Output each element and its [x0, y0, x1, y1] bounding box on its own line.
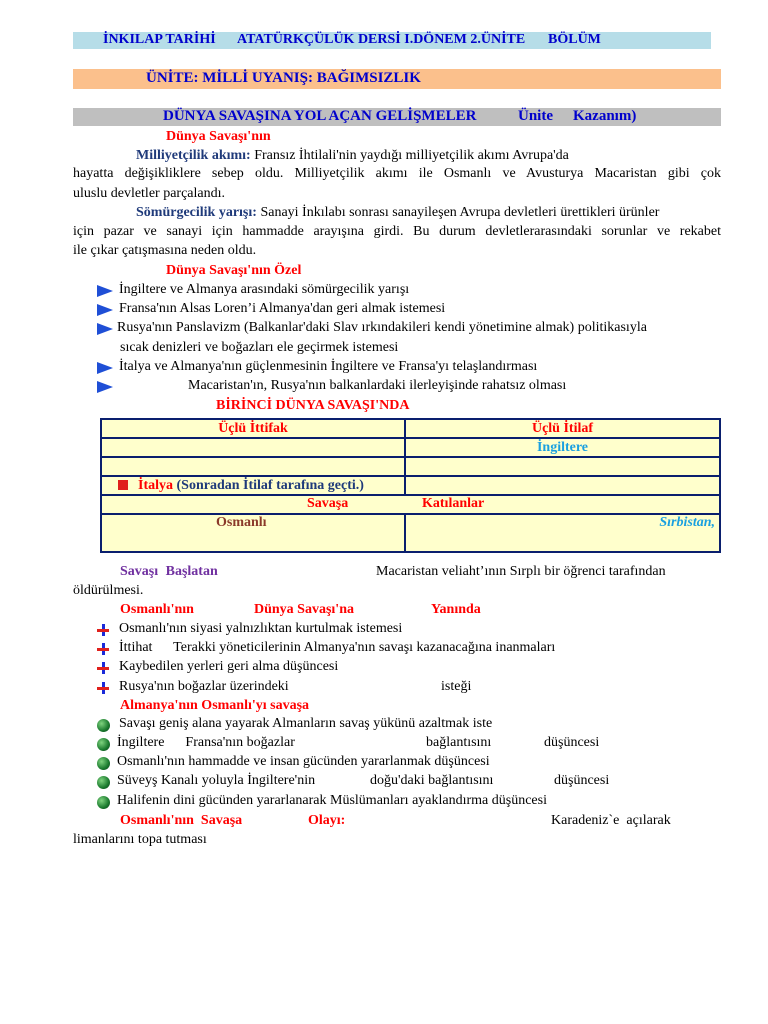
- joined-label-1: Savaşa: [307, 496, 349, 511]
- ottoman-reason: Osmanlı'nın siyasi yalnızlıktan kurtulmak istemesi: [119, 621, 403, 636]
- alliance-cell: [101, 438, 405, 457]
- alliance-cell: [405, 476, 720, 495]
- ww1-heading: BİRİNCİ DÜNYA SAVAŞI'NDA: [216, 398, 410, 413]
- special-cause-item-cont: sıcak denizleri ve boğazları ele geçirmek istemesi: [120, 340, 399, 355]
- special-cause-item: Macaristan'ın, Rusya'nın balkanlardaki ilerleyişinde rahatsız olması: [188, 378, 567, 393]
- topic-title: DÜNYA SAVAŞINA YOL AÇAN GELİŞMELER: [163, 108, 477, 124]
- nationalism-label: Milliyetçilik akımı:: [136, 148, 251, 163]
- german-reason-4c: düşüncesi: [554, 773, 610, 788]
- arrow-bullet-icon: [97, 304, 115, 316]
- colonial-text-3: ile çıkar çatışmasına neden oldu.: [73, 243, 257, 258]
- plus-bullet-icon: [97, 624, 109, 636]
- arrow-bullet-icon: [97, 285, 115, 297]
- start-label-2: Başlatan: [165, 564, 218, 579]
- entry-text-1: Karadeniz`e açılarak: [551, 813, 671, 828]
- topic-kazanim: Kazanım): [573, 108, 637, 124]
- german-reason: Osmanlı'nın hammadde ve insan gücünden yararlanmak düşüncesi: [117, 754, 490, 769]
- unit-banner: [73, 69, 721, 89]
- german-reason-2c: düşüncesi: [544, 735, 600, 750]
- colonial-line: [136, 205, 659, 221]
- ottoman-heading-1: Osmanlı'nın: [120, 602, 194, 617]
- joined-label-2: Katılanlar: [422, 496, 485, 511]
- globe-bullet-icon: [97, 738, 110, 751]
- alliance-cell-england: İngiltere: [405, 438, 720, 457]
- special-cause-item: Fransa'nın Alsas Loren’i Almanya'dan geri almak istemesi: [119, 301, 446, 316]
- ottoman-reason-4a: Rusya'nın boğazlar üzerindeki: [119, 679, 289, 694]
- german-heading: Almanya'nın Osmanlı'yı savaşa: [120, 698, 310, 713]
- special-cause-item: Rusya'nın Panslavizm (Balkanlar'daki Slav ırkındakileri kendi yönetimine almak) politikasıyla: [117, 320, 647, 335]
- german-reason: Savaşı geniş alana yayarak Almanların savaş yükünü azaltmak iste: [119, 716, 493, 731]
- topic-unite: Ünite: [518, 108, 553, 124]
- alliance-cell: [101, 457, 405, 476]
- alliance-header-left: Üçlü İttifak: [101, 419, 405, 438]
- start-label-1: Savaşı: [120, 564, 159, 579]
- lesson-title: ATATÜRKÇÜLÜK DERSİ I.DÖNEM 2.ÜNİTE: [237, 32, 526, 47]
- section-label: BÖLÜM: [548, 32, 601, 47]
- special-causes-heading: Dünya Savaşı'nın Özel: [166, 263, 302, 278]
- plus-bullet-icon: [97, 682, 109, 694]
- nationalism-line: [136, 148, 569, 164]
- alliance-cell: [405, 457, 720, 476]
- german-reason-4b: doğu'daki bağlantısını: [370, 773, 494, 788]
- arrow-bullet-icon: [97, 362, 115, 374]
- globe-bullet-icon: [97, 776, 110, 789]
- nationalism-text-3: uluslu devletler parçalandı.: [73, 186, 225, 201]
- arrow-bullet-icon: [97, 323, 115, 335]
- plus-bullet-icon: [97, 662, 109, 674]
- german-reason-2a: İngiltere Fransa'nın boğazlar: [117, 735, 295, 750]
- italy-note: (Sonradan İtilaf tarafına geçti.): [176, 477, 364, 493]
- colonial-text-1: Sanayi İnkılabı sonrası sanayileşen Avrupa devletleri ürettikleri ürünler: [260, 205, 660, 220]
- start-text-2: öldürülmesi.: [73, 583, 144, 598]
- italy-label: İtalya: [138, 477, 173, 493]
- entry-heading-2: Olayı:: [308, 813, 346, 828]
- globe-bullet-icon: [97, 796, 110, 809]
- nationalism-text-2: hayatta değişikliklere sebep oldu. Milliyetçilik akımı ile Osmanlı ve Avusturya Macaristan gibi çok: [73, 166, 721, 181]
- header-banner: [73, 32, 711, 49]
- unit-title: ÜNİTE: MİLLİ UYANIŞ: BAĞIMSIZLIK: [146, 70, 421, 86]
- entry-heading-1: Osmanlı'nın Savaşa: [120, 813, 243, 828]
- square-bullet-icon: [118, 480, 128, 490]
- alliances-table: [100, 418, 721, 553]
- joined-serbia: Sırbistan,: [405, 514, 720, 552]
- ottoman-reason: Kaybedilen yerleri geri alma düşüncesi: [119, 659, 339, 674]
- german-reason: Halifenin dini gücünden yararlanarak Müslümanları ayaklandırma düşüncesi: [117, 793, 547, 808]
- causes-heading: Dünya Savaşı'nın: [166, 129, 271, 144]
- globe-bullet-icon: [97, 719, 110, 732]
- topic-banner: [73, 108, 721, 126]
- start-label: [120, 564, 218, 580]
- joined-ottoman: Osmanlı: [101, 514, 405, 552]
- ottoman-reason-4b: isteği: [441, 679, 472, 694]
- alliance-cell-italy: [101, 476, 405, 495]
- start-text-1: Macaristan veliaht’ının Sırplı bir öğrenci tarafından: [376, 564, 666, 579]
- colonial-text-2: için pazar ve sanayi için hammadde arayışına girdi. Bu durum devletlerarasındaki sorunlar ve rekabet: [73, 224, 721, 239]
- special-cause-item: İngiltere ve Almanya arasındaki sömürgecilik yarışı: [119, 282, 410, 297]
- alliance-header-right: Üçlü İtilaf: [405, 419, 720, 438]
- entry-text-2: limanlarını topa tutması: [73, 832, 207, 847]
- ottoman-reason: İttihat Terakki yöneticilerinin Almanya'nın savaşı kazanacağına inanmaları: [119, 640, 556, 655]
- ottoman-heading-2: Dünya Savaşı'na: [254, 602, 354, 617]
- special-cause-item: İtalya ve Almanya'nın güçlenmesinin İngiltere ve Fransa'yı telaşlandırması: [119, 359, 538, 374]
- plus-bullet-icon: [97, 643, 109, 655]
- colonial-label: Sömürgecilik yarışı:: [136, 205, 257, 220]
- joined-row: [101, 495, 720, 514]
- arrow-bullet-icon: [97, 381, 115, 393]
- german-reason-4a: Süveyş Kanalı yoluyla İngiltere'nin: [117, 773, 316, 788]
- german-reason-2b: bağlantısını: [426, 735, 492, 750]
- globe-bullet-icon: [97, 757, 110, 770]
- course-title: İNKILAP TARİHİ: [103, 32, 216, 47]
- ottoman-heading-3: Yanında: [431, 602, 481, 617]
- nationalism-text-1: Fransız İhtilali'nin yaydığı milliyetçilik akımı Avrupa'da: [254, 148, 569, 163]
